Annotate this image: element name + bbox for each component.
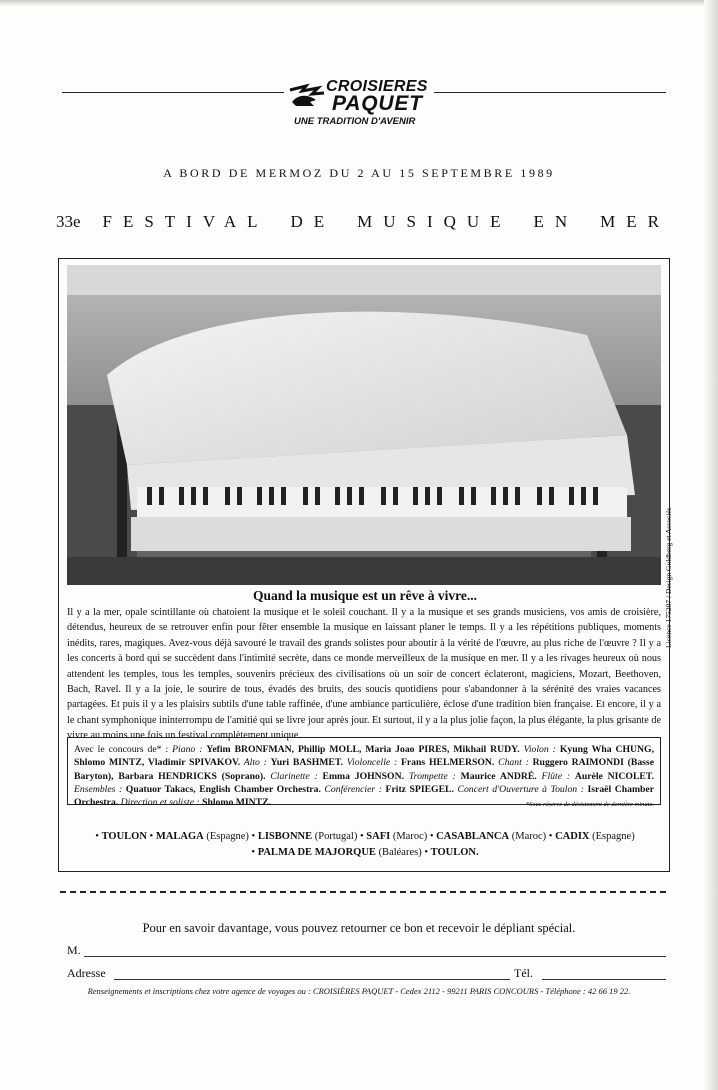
logo-tagline: UNE TRADITION D'AVENIR <box>294 116 416 127</box>
header-rule-right <box>434 92 666 93</box>
port-country: (Espagne) <box>592 831 635 842</box>
advert-frame <box>58 258 670 872</box>
artists-alto: Yuri BASHMET. <box>270 757 344 769</box>
festival-word: MUSIQUE <box>357 212 512 231</box>
itinerary-ports <box>59 829 671 861</box>
wave-arrow-icon <box>288 82 328 110</box>
artists-violon: Kyung Wha CHUNG, Shlomo MINTZ, Vladimir SPIVAKOV. <box>74 744 654 769</box>
artists-violoncelle: Frans HELMERSON. <box>400 757 495 769</box>
artists-clarinette: Emma JOHNSON. <box>322 770 404 782</box>
festival-word: 33e <box>56 212 81 231</box>
footer-contact: Renseignements et inscriptions chez votre agence de voyages ou : CROISIÈRES PAQUET - Cedex 2112 - 99211 PARIS CONCOURS - Téléphone : 42 66 19 22. <box>87 986 631 996</box>
festival-word: EN <box>533 212 579 231</box>
address-label: Adresse <box>67 966 106 980</box>
artists-conferencier: Fritz SPIEGEL. <box>385 783 454 795</box>
label-flute: Flûte : <box>536 770 575 782</box>
name-label: M. <box>67 943 81 957</box>
address-field[interactable] <box>114 979 510 980</box>
festival-word: DE <box>290 212 336 231</box>
label-piano: Piano : <box>172 744 207 755</box>
port-name: TOULON <box>101 831 147 842</box>
headline: Quand la musique est un rêve à vivre... <box>252 588 477 603</box>
brand-header <box>62 74 666 134</box>
artists-chant: Ruggero RAIMONDI (Basse Baryton), Barbara HENDRICKS (Soprano). <box>74 757 655 782</box>
port-name: PALMA DE MAJORQUE <box>257 847 376 858</box>
port-name: MALAGA <box>155 831 204 842</box>
label-alto: Alto : <box>240 757 271 769</box>
port-country: (Maroc) <box>392 831 428 842</box>
itinerary-line-1: • TOULON • MALAGA (Espagne) • LISBONNE (Portugal) • SAFI (Maroc) • CASABLANCA (Maroc) • CADIX (Espagne) <box>95 831 635 842</box>
licence-note: Licence 175207 / Design Goldberg et Associés <box>664 507 673 648</box>
label-chant: Chant : <box>494 757 533 769</box>
port-name: SAFI <box>366 831 391 842</box>
coupon-cut-line <box>60 891 666 893</box>
label-trompette: Trompette : <box>404 770 461 782</box>
header-rule-left <box>62 92 284 93</box>
artists-intro: Avec le concours de* : <box>74 744 173 755</box>
artists-box <box>67 737 661 809</box>
phone-field[interactable] <box>542 979 666 980</box>
croisieres-paquet-logo <box>288 76 438 130</box>
label-ouverture: Concert d'Ouverture à Toulon : <box>453 783 588 795</box>
festival-word: FESTIVAL <box>102 212 269 231</box>
festival-word: MER <box>600 212 670 231</box>
itinerary-line-2: • PALMA DE MAJORQUE (Baléares) • TOULON. <box>251 847 479 858</box>
page-top-edge <box>0 0 718 6</box>
port-name: TOULON. <box>430 847 479 858</box>
artists-trompette: Maurice ANDRÉ. <box>460 770 537 782</box>
logo-word-croisieres: CROISIERES <box>326 78 428 95</box>
artists-ensembles: Quatuor Takacs, English Chamber Orchestra. <box>125 783 321 795</box>
port-name: CADIX <box>555 831 590 842</box>
artists-direction: Shlomo MINTZ. <box>202 797 271 809</box>
port-country: (Maroc) <box>511 831 547 842</box>
label-direction: Direction et soliste : <box>118 797 203 809</box>
piano-photo <box>67 265 661 585</box>
label-ensembles: Ensembles : <box>74 783 126 795</box>
name-field[interactable] <box>84 956 666 957</box>
body-text: Il y a la mer, opale scintillante où chatoient la musique et le soleil couchant. Il y a la musique et ses grands musiciens, vos amis de croisière, détendus, heureux de se retrouver enfin pour fêter ensemble la musique en laissant planer le temps. Il y a les répétitions publiques, moments inédits, rares, magiques. Avez-vous déjà savouré le travail des grands solistes pour aboutir à la vérité de l'œuvre, au plus riche de l'œuvre ? Il y a les concerts à bord qui se succèdent dans l'intimité secrète, dans ce monde merveilleux de la musique en mer. Il y a les rivages heureux où nous attendent les temples, tous les temples, souvenirs précieux des civilisations où un soir de concert éclateront, magiciens, Mozart, Beethoven, Bach, Ravel. Il y a la joie, le sourire de tous, évadés des bruits, des soucis quotidiens pour s'abandonner à la sérénité des vraies vacances partagées. Et puis il y a les plaisirs subtils d'une table raffinée, d'une ambiance particulière, éclose d'une tradition bien française. Et encore, il y a le chant symphonique ininterrompu de l'amitié qui se livre jour après jour. Et surtout, il y a la plus jolie façon, la plus élégante, la plus grisante de vivre au moins une fois un festival complètement unique. <box>67 607 661 742</box>
artists-flute: Aurèle NICOLET. <box>574 770 655 782</box>
dateline: A BORD DE MERMOZ DU 2 AU 15 SEPTEMBRE 1989 <box>163 166 555 180</box>
reserve-note: *Sous réserve de désistement de dernière minute. <box>525 801 654 809</box>
phone-label: Tél. <box>514 966 533 980</box>
artists-piano: Yefim BRONFMAN, Phillip MOLL, Maria Joao PIRES, Mikhail RUDY. <box>206 744 520 755</box>
artists-ouverture: Israël Chamber Orchestra. <box>74 783 654 809</box>
port-country: (Portugal) <box>314 831 358 842</box>
port-name: LISBONNE <box>257 831 313 842</box>
port-country: (Espagne) <box>206 831 249 842</box>
port-name: CASABLANCA <box>436 831 510 842</box>
festival-title <box>56 212 670 232</box>
port-country: (Baléares) <box>378 847 422 858</box>
label-conferencier: Conférencier : <box>320 783 386 795</box>
logo-word-paquet: PAQUET <box>332 92 423 115</box>
label-violon: Violon : <box>519 744 560 755</box>
label-violoncelle: Violoncelle : <box>343 757 401 769</box>
label-clarinette: Clarinette : <box>265 770 323 782</box>
coupon-intro: Pour en savoir davantage, vous pouvez retourner ce bon et recevoir le dépliant spécial. <box>142 921 576 935</box>
